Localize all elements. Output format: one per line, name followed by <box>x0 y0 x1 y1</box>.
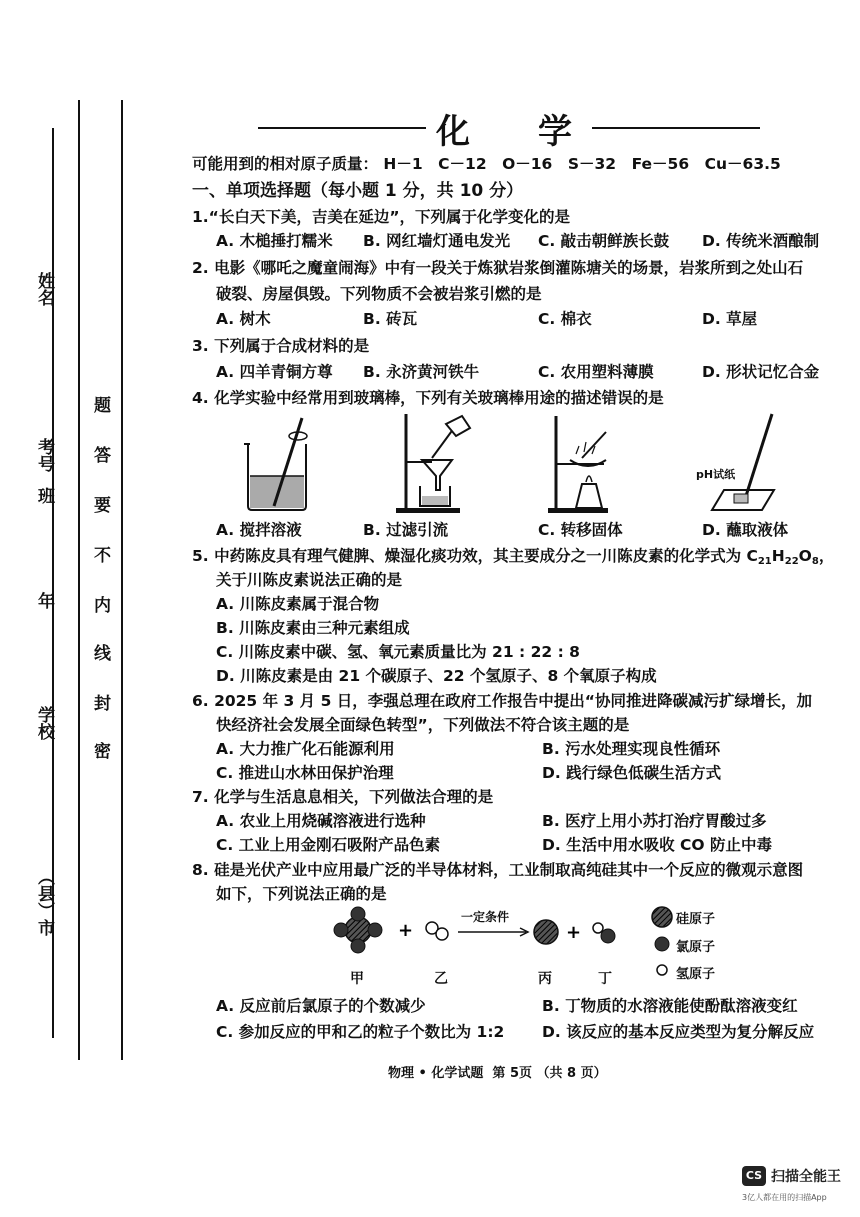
question-1-stem: 1.“长白天下美，吉美在延边”，下列属于化学变化的是 <box>192 208 571 226</box>
q6-option-a[interactable]: A. 大力推广化石能源利用 <box>216 740 395 758</box>
q5-h: H <box>771 547 785 565</box>
q3-option-a[interactable]: A. 四羊青铜方尊 <box>216 363 333 381</box>
q5-end: ， <box>818 547 835 565</box>
atomic-masses: 可能用到的相对原子质量： H－1 C－12 O－16 S－32 Fe－56 Cu－63.5 <box>192 155 781 173</box>
margin-seal-line <box>78 100 80 1060</box>
q6-option-c[interactable]: C. 推进山水林田保护治理 <box>216 764 394 782</box>
scanner-logo: CS <box>742 1166 766 1186</box>
seal-char: 不 <box>90 546 110 563</box>
svg-text:+: + <box>398 920 414 941</box>
margin-exam-number-label: 考号 <box>34 438 54 472</box>
seal-char: 题 <box>90 396 110 413</box>
seal-char: 内 <box>90 596 110 613</box>
question-2-stem: 2. 电影《哪吒之魔童闹海》中有一段关于炼狱岩浆倒灌陈塘关的场景，岩浆所到之处山石 <box>192 259 804 277</box>
q5-option-b[interactable]: B. 川陈皮素由三种元素组成 <box>216 619 410 637</box>
q5-sub-c: 21 <box>757 556 772 567</box>
question-4-stem: 4. 化学实验中经常用到玻璃棒，下列有关玻璃棒用途的描述错误的是 <box>192 389 664 407</box>
q5-stem-text: 5. 中药陈皮具有理气健脾、燥湿化痰功效，其主要成分之一川陈皮素的化学式为 C <box>192 547 758 565</box>
q5-sub-o: 8 <box>811 556 819 567</box>
question-6-stem-cont: 快经济社会发展全面绿色转型”，下列做法不符合该主题的是 <box>216 716 630 734</box>
page-title: 化 学 <box>436 112 572 152</box>
scanner-name: 扫描全能王 <box>771 1169 841 1185</box>
q1-option-d[interactable]: D. 传统米酒酿制 <box>702 232 820 250</box>
question-2-stem-cont: 破裂、房屋俱毁。下列物质不会被岩浆引燃的是 <box>216 285 542 303</box>
q2-option-b[interactable]: B. 砖瓦 <box>363 310 418 328</box>
q8-option-a[interactable]: A. 反应前后氯原子的个数减少 <box>216 997 426 1015</box>
question-6-stem: 6. 2025 年 3 月 5 日，李强总理在政府工作报告中提出“协同推进降碳减污扩绿增长，加 <box>192 692 812 710</box>
reaction-condition: 一定条件 <box>461 910 510 924</box>
q8-option-c[interactable]: C. 参加反应的甲和乙的粒子个数比为 1:2 <box>216 1023 505 1041</box>
q6-option-d[interactable]: D. 践行绿色低碳生活方式 <box>542 764 722 782</box>
beaker-stirring-image <box>240 414 320 514</box>
question-7-stem: 7. 化学与生活息息相关，下列做法合理的是 <box>192 788 494 806</box>
q2-option-c[interactable]: C. 棉衣 <box>538 310 592 328</box>
margin-class-label: 班 <box>34 487 54 504</box>
seal-char: 答 <box>90 446 110 463</box>
q8-option-d[interactable]: D. 该反应的基本反应类型为复分解反应 <box>542 1023 815 1041</box>
q1-option-b[interactable]: B. 网红墙灯通电发光 <box>363 232 511 250</box>
q5-sub-h: 22 <box>784 556 799 567</box>
evaporation-image <box>544 410 634 515</box>
margin-content-border <box>121 100 123 1060</box>
seal-char: 密 <box>90 742 110 759</box>
question-3-stem: 3. 下列属于合成材料的是 <box>192 337 370 355</box>
margin-name-label: 姓名 <box>34 272 54 306</box>
q7-option-c[interactable]: C. 工业上用金刚石吸附产品色素 <box>216 836 441 854</box>
q4-option-a[interactable]: A. 搅拌溶液 <box>216 521 302 539</box>
question-8-stem: 8. 硅是光伏产业中应用最广泛的半导体材料，工业制取高纯硅其中一个反应的微观示意图 <box>192 861 804 879</box>
scanner-tagline: 3亿人都在用的扫描App <box>742 1193 827 1202</box>
q1-option-c[interactable]: C. 敲击朝鲜族长鼓 <box>538 232 670 250</box>
q4-option-c[interactable]: C. 转移固体 <box>538 521 623 539</box>
q4-option-b[interactable]: B. 过滤引流 <box>363 521 449 539</box>
label-bing: 丙 <box>538 971 552 987</box>
legend-hydrogen-icon <box>654 962 670 978</box>
title-rule-right <box>592 127 760 129</box>
q5-option-a[interactable]: A. 川陈皮素属于混合物 <box>216 595 380 613</box>
q6-option-b[interactable]: B. 污水处理实现良性循环 <box>542 740 721 758</box>
q5-option-d[interactable]: D. 川陈皮素是由 21 个碳原子、22 个氢原子、8 个氧原子构成 <box>216 667 657 685</box>
question-5-stem <box>192 544 834 567</box>
q1-option-a[interactable]: A. 木槌捶打糯米 <box>216 232 333 250</box>
ph-paper-image <box>696 410 786 515</box>
q7-option-b[interactable]: B. 医疗上用小苏打治疗胃酸过多 <box>542 812 767 830</box>
legend-silicon-icon <box>650 905 674 929</box>
label-yi: 乙 <box>434 971 448 987</box>
q5-option-c[interactable]: C. 川陈皮素中碳、氢、氧元素质量比为 21 : 22 : 8 <box>216 643 580 661</box>
section-heading: 一、单项选择题（每小题 1 分，共 10 分） <box>192 181 524 201</box>
page-footer: 物理 • 化学试题 第 5页 （共 8 页） <box>388 1066 607 1081</box>
q7-option-d[interactable]: D. 生活中用水吸收 CO 防止中毒 <box>542 836 772 854</box>
svg-text:+: + <box>566 922 582 943</box>
question-8-stem-cont: 如下，下列说法正确的是 <box>216 885 387 903</box>
legend-hydrogen: 氢原子 <box>676 967 716 982</box>
title-rule-left <box>258 127 426 129</box>
q3-option-d[interactable]: D. 形状记忆合金 <box>702 363 820 381</box>
q7-option-a[interactable]: A. 农业上用烧碱溶液进行选种 <box>216 812 426 830</box>
q5-o: O <box>798 547 812 565</box>
label-ding: 丁 <box>598 971 612 987</box>
legend-silicon: 硅原子 <box>676 912 716 927</box>
q3-option-b[interactable]: B. 永济黄河铁牛 <box>363 363 480 381</box>
q4-option-d[interactable]: D. 蘸取液体 <box>702 521 789 539</box>
seal-char: 要 <box>90 496 110 513</box>
margin-city-label: （县）市 <box>34 868 54 936</box>
label-jia: 甲 <box>350 971 364 987</box>
legend-chlorine: 氯原子 <box>676 940 716 955</box>
legend-chlorine-icon <box>652 934 672 954</box>
seal-char: 封 <box>90 694 110 711</box>
q2-option-a[interactable]: A. 树木 <box>216 310 271 328</box>
q8-option-b[interactable]: B. 丁物质的水溶液能使酚酞溶液变红 <box>542 997 798 1015</box>
margin-grade-label: 年 <box>34 592 54 609</box>
ph-paper-label: pH试纸 <box>696 468 736 481</box>
q3-option-c[interactable]: C. 农用塑料薄膜 <box>538 363 654 381</box>
seal-char: 线 <box>90 644 110 661</box>
filtration-image <box>392 410 492 515</box>
margin-school-label: 学校 <box>34 706 54 740</box>
question-5-stem-cont: 关于川陈皮素说法正确的是 <box>216 571 403 589</box>
q2-option-d[interactable]: D. 草屋 <box>702 310 758 328</box>
